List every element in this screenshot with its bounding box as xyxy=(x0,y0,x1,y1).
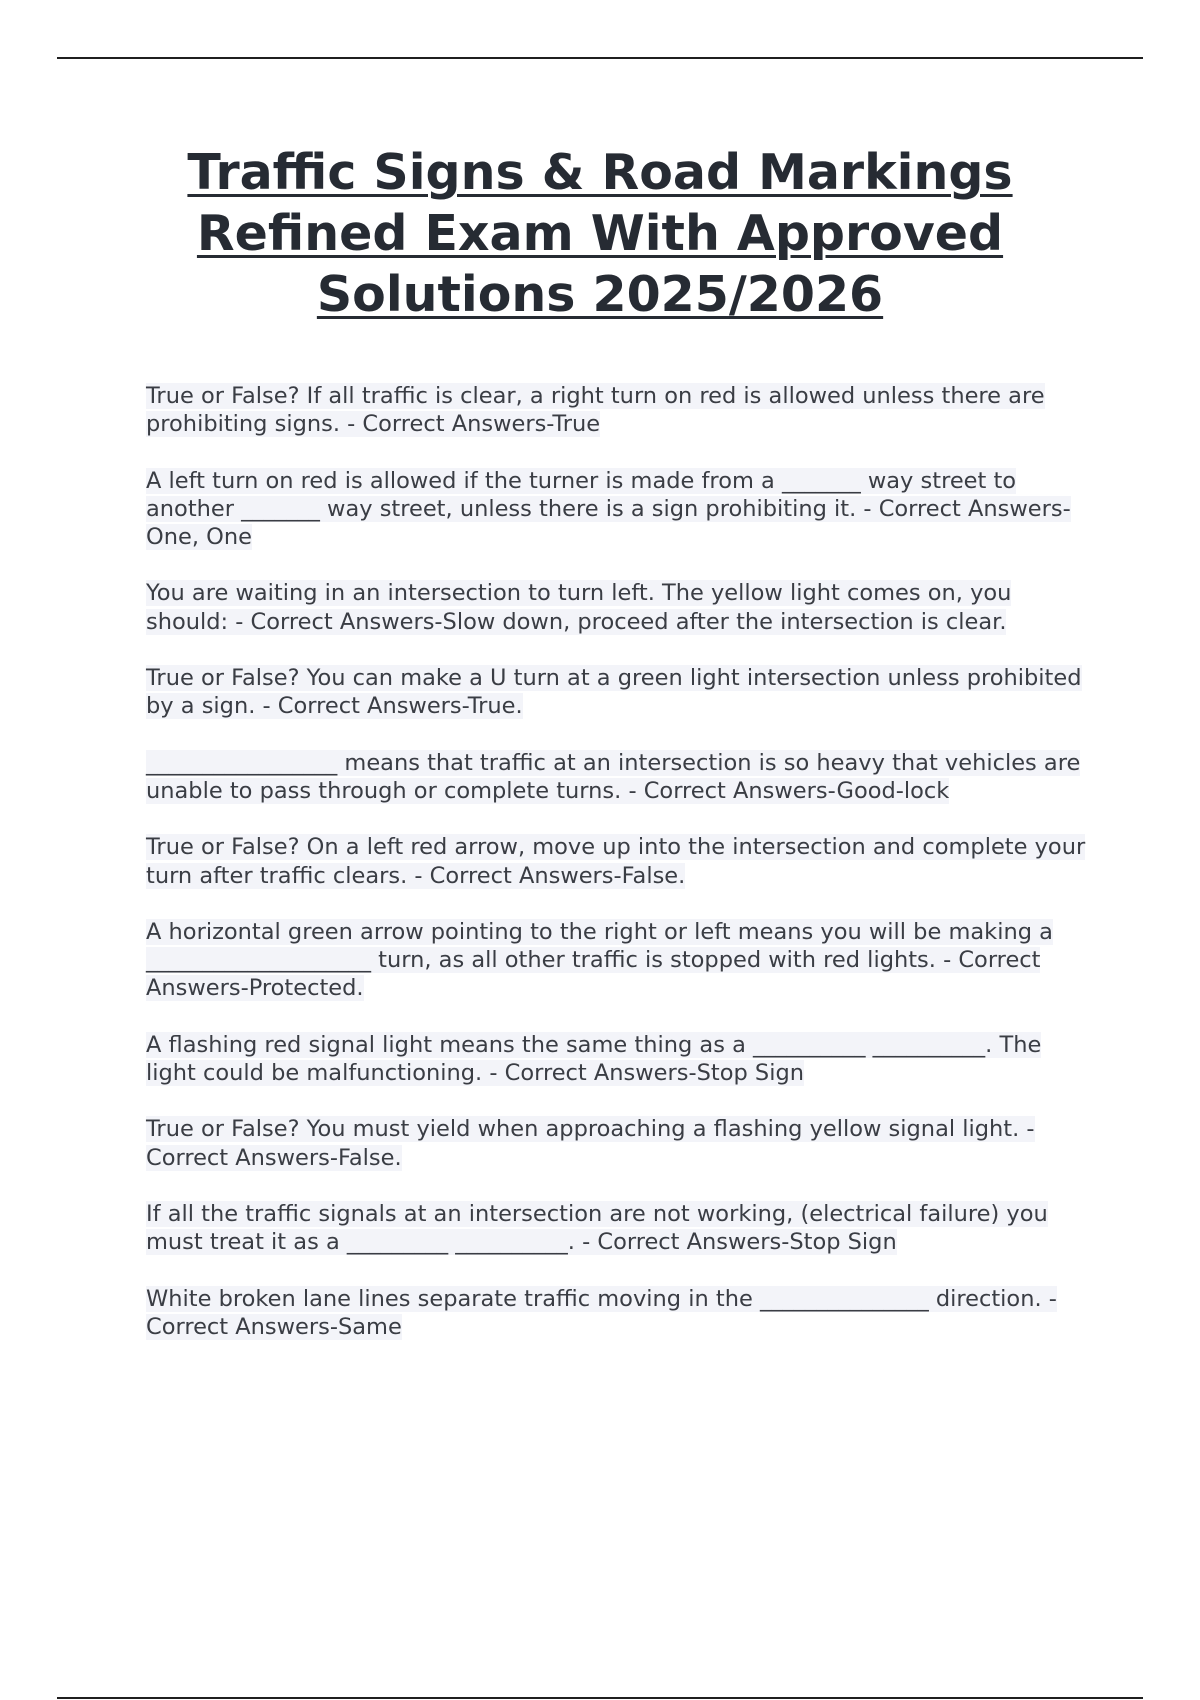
question-item: True or False? You must yield when approaching a flashing yellow signal light. - Correct Answers-False. xyxy=(146,1116,1035,1171)
question-item: _________________ means that traffic at an intersection is so heavy that vehicles are unable to pass through or complete turns. - Correct Answers-Good-lock xyxy=(146,749,1081,804)
question-item: A left turn on red is allowed if the turner is made from a _______ way street to another _______ way street, unless there is a sign prohibiting it. - Correct Answers-One, One xyxy=(146,467,1071,551)
question-item: White broken lane lines separate traffic moving in the _______________ direction. - Correct Answers-Same xyxy=(146,1285,1057,1340)
question-list xyxy=(146,382,1091,1369)
top-rule xyxy=(57,57,1143,59)
question-item: If all the traffic signals at an intersection are not working, (electrical failure) you must treat it as a _________ __________. - Correct Answers-Stop Sign xyxy=(146,1200,1048,1256)
question-item: True or False? You can make a U turn at a green light intersection unless prohibited by a sign. - Correct Answers-True. xyxy=(146,665,1082,720)
question-item: A flashing red signal light means the same thing as a __________ __________. The light could be malfunctioning. - Correct Answers-Stop Sign xyxy=(146,1031,1042,1087)
document-title: Traffic Signs & Road Markings Refined Exam With Approved Solutions 2025/2026 xyxy=(187,144,1013,323)
bottom-rule xyxy=(57,1697,1143,1699)
question-item: True or False? If all traffic is clear, a right turn on red is allowed unless there are prohibiting signs. - Correct Answers-True xyxy=(146,383,1045,438)
question-item: True or False? On a left red arrow, move up into the intersection and complete your turn after traffic clears. - Correct Answers-False. xyxy=(146,834,1086,889)
question-item: A horizontal green arrow pointing to the right or left means you will be making a ____________________ turn, as all other traffic is stopped with red lights. - Correct Answers-Protected. xyxy=(146,918,1053,1002)
question-item: You are waiting in an intersection to turn left. The yellow light comes on, you should: - Correct Answers-Slow down, proceed after the intersection is clear. xyxy=(146,580,1012,635)
